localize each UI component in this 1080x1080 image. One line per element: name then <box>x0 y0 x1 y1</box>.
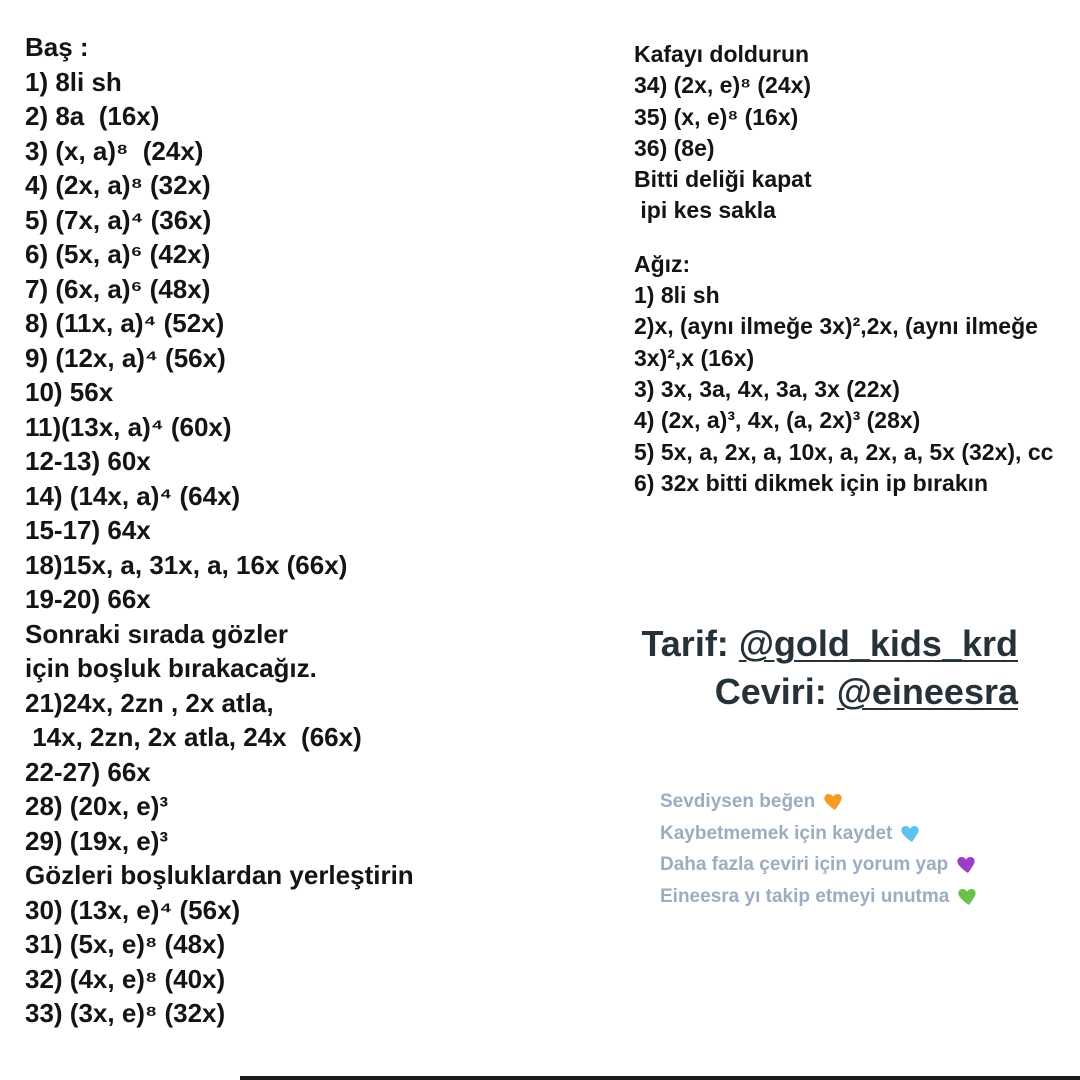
orange-heart-icon <box>821 789 845 820</box>
pattern-row: 8) (11x, a)⁴ (52x) <box>25 308 225 338</box>
promo-text: Daha fazla çeviri için yorum yap <box>660 854 949 875</box>
mouth-pattern-row: 6) 32x bitti dikmek için ip bırakın <box>634 469 989 496</box>
recipe-label: Tarif: <box>641 623 739 664</box>
pattern-row: 18)15x, a, 31x, a, 16x (66x) <box>25 549 348 580</box>
pattern-row: 31) (5x, e)⁸ (48x) <box>25 929 226 959</box>
pattern-row: Kafayı doldurun <box>634 41 810 67</box>
pattern-row: için boşluk bırakacağız. <box>25 653 317 683</box>
pattern-row: 4) (2x, a)⁸ (32x) <box>25 170 211 200</box>
promo-text: Eineesra yı takip etmeyi unutma <box>660 885 950 907</box>
head-pattern-column <box>25 30 565 1031</box>
pattern-row: 15-17) 64x <box>25 515 151 545</box>
mouth-pattern-row: 4) (2x, a)³, 4x, (a, 2x)³ (28x) <box>634 407 921 434</box>
pattern-row: 5) (7x, a)⁴ (36x) <box>25 204 212 235</box>
purple-heart-icon <box>954 852 978 883</box>
blue-heart-icon <box>898 821 922 852</box>
mouth-pattern-row: 2)x, (aynı ilmeğe 3x)²,2x, (aynı ilmeğe 3x)²,x (16x) <box>634 313 1038 371</box>
mouth-pattern-row: 5) 5x, a, 2x, a, 10x, a, 2x, a, 5x (32x), cc <box>634 438 1054 465</box>
pattern-row: 7) (6x, a)⁶ (48x) <box>25 273 211 304</box>
translation-credit <box>641 668 1018 716</box>
pattern-row: 36) (8e) <box>634 134 715 161</box>
pattern-row: 3) (x, a)⁸ (24x) <box>25 135 204 166</box>
pattern-row: 21)24x, 2zn , 2x atla, <box>25 687 274 718</box>
pattern-row: 9) (12x, a)⁴ (56x) <box>25 342 226 373</box>
promo-line <box>660 788 979 820</box>
pattern-row: Sonraki sırada gözler <box>25 618 288 649</box>
credits-block <box>641 620 1018 716</box>
section-heading-mouth: Ağız: <box>634 250 691 277</box>
pattern-row: 1) 8li sh <box>25 66 122 97</box>
translation-label: Ceviri: <box>714 671 837 712</box>
pattern-row: 2) 8a (16x) <box>25 101 160 131</box>
promo-block <box>660 788 979 914</box>
pattern-row: 22-27) 66x <box>25 756 151 787</box>
pattern-row: 14x, 2zn, 2x atla, 24x (66x) <box>25 722 362 752</box>
pattern-row: Gözleri boşluklardan yerleştirin <box>25 860 414 890</box>
pattern-row: 14) (14x, a)⁴ (64x) <box>25 480 241 511</box>
promo-line <box>660 883 979 915</box>
green-heart-icon <box>955 884 979 915</box>
pattern-row: 35) (x, e)⁸ (16x) <box>634 103 799 130</box>
recipe-credit <box>641 620 1018 668</box>
pattern-row: 28) (20x, e)³ <box>25 791 169 821</box>
pattern-row: 34) (2x, e)⁸ (24x) <box>634 72 812 99</box>
head-finish-lines <box>634 39 1054 227</box>
promo-line <box>660 851 979 883</box>
bottom-divider <box>240 1076 1080 1080</box>
promo-text: Kaybetmemek için kaydet <box>660 822 893 844</box>
pattern-row: 32) (4x, e)⁸ (40x) <box>25 963 226 994</box>
right-pattern-column <box>634 39 1054 499</box>
pattern-row: 33) (3x, e)⁸ (32x) <box>25 998 226 1028</box>
mouth-pattern-row: 1) 8li sh <box>634 282 720 309</box>
translation-handle: @eineesra <box>836 671 1018 712</box>
pattern-row: Bitti deliği kapat <box>634 166 812 193</box>
recipe-handle: @gold_kids_krd <box>738 623 1018 664</box>
promo-text: Sevdiysen beğen <box>660 791 816 812</box>
section-spacer <box>634 227 1054 249</box>
pattern-row: 10) 56x <box>25 377 114 407</box>
pattern-row: 12-13) 60x <box>25 446 151 476</box>
promo-line <box>660 820 979 852</box>
pattern-row: 11)(13x, a)⁴ (60x) <box>25 411 232 442</box>
pattern-row: ipi kes sakla <box>634 197 776 224</box>
pattern-row: 19-20) 66x <box>25 584 151 614</box>
head-pattern-lines <box>25 65 565 1031</box>
pattern-row: 29) (19x, e)³ <box>25 825 169 856</box>
pattern-row: 30) (13x, e)⁴ (56x) <box>25 894 241 925</box>
mouth-pattern-lines <box>634 280 1054 499</box>
section-heading-head: Baş : <box>25 32 89 62</box>
mouth-pattern-row: 3) 3x, 3a, 4x, 3a, 3x (22x) <box>634 375 900 402</box>
pattern-row: 6) (5x, a)⁶ (42x) <box>25 239 211 269</box>
